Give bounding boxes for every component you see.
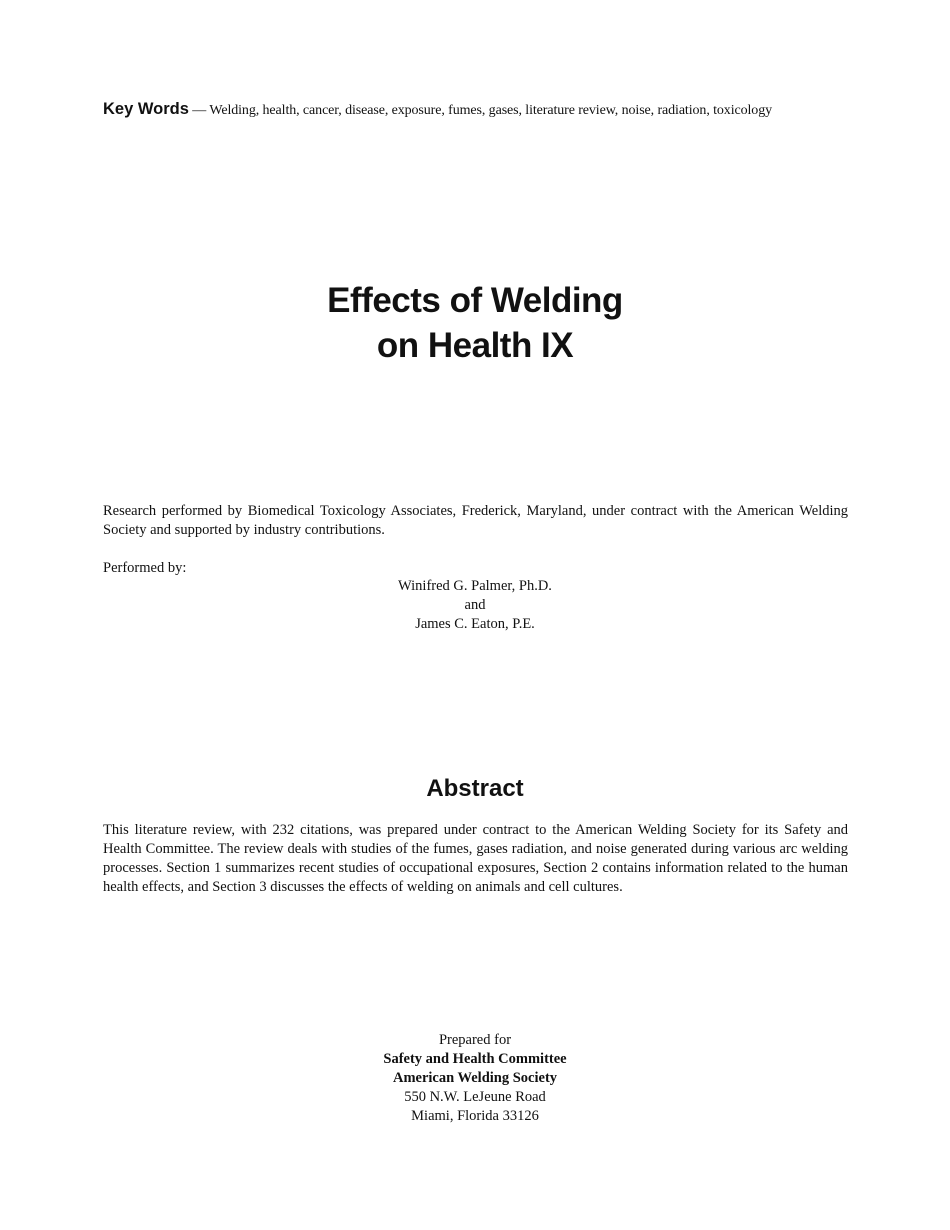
- keywords-label: Key Words: [103, 100, 189, 118]
- city-address: Miami, Florida 33126: [411, 1108, 539, 1124]
- research-statement: Research performed by Biomedical Toxicology Associates, Frederick, Maryland, under contract with the American Welding Society and supported by industry contributions.: [103, 503, 848, 538]
- performed-by-label: Performed by:: [103, 560, 187, 576]
- keywords-separator: —: [188, 103, 210, 118]
- title-line-1: Effects of Welding: [327, 281, 623, 320]
- prepared-for-label: Prepared for: [438, 1032, 512, 1048]
- keywords-line: [103, 99, 863, 121]
- organization-name: American Welding Society: [392, 1070, 558, 1086]
- title-line-2: on Health IX: [376, 326, 574, 365]
- page-title: [0, 278, 950, 368]
- prepared-for-block: [0, 1031, 950, 1126]
- author-2: James C. Eaton, P.E.: [415, 616, 535, 632]
- keywords-list: Welding, health, cancer, disease, exposure, fumes, gases, literature review, noise, radiation, toxicology: [209, 103, 772, 118]
- abstract-heading: Abstract: [426, 775, 524, 802]
- committee-name: Safety and Health Committee: [383, 1051, 567, 1067]
- street-address: 550 N.W. LeJeune Road: [404, 1089, 546, 1105]
- author-1: Winifred G. Palmer, Ph.D.: [398, 578, 552, 594]
- abstract-body: This literature review, with 232 citations, was prepared under contract to the American Welding Society for its Safety and Health Committee. The review deals with studies of the fumes, gases radiation, and noise generated during various arc welding processes. Section 1 summarizes recent studies of occupational exposures, Section 2 contains information related to the human health effects, and Section 3 discusses the effects of welding on animals and cell cultures.: [103, 822, 848, 895]
- authors-block: [0, 577, 950, 634]
- author-conjunction: and: [464, 597, 486, 613]
